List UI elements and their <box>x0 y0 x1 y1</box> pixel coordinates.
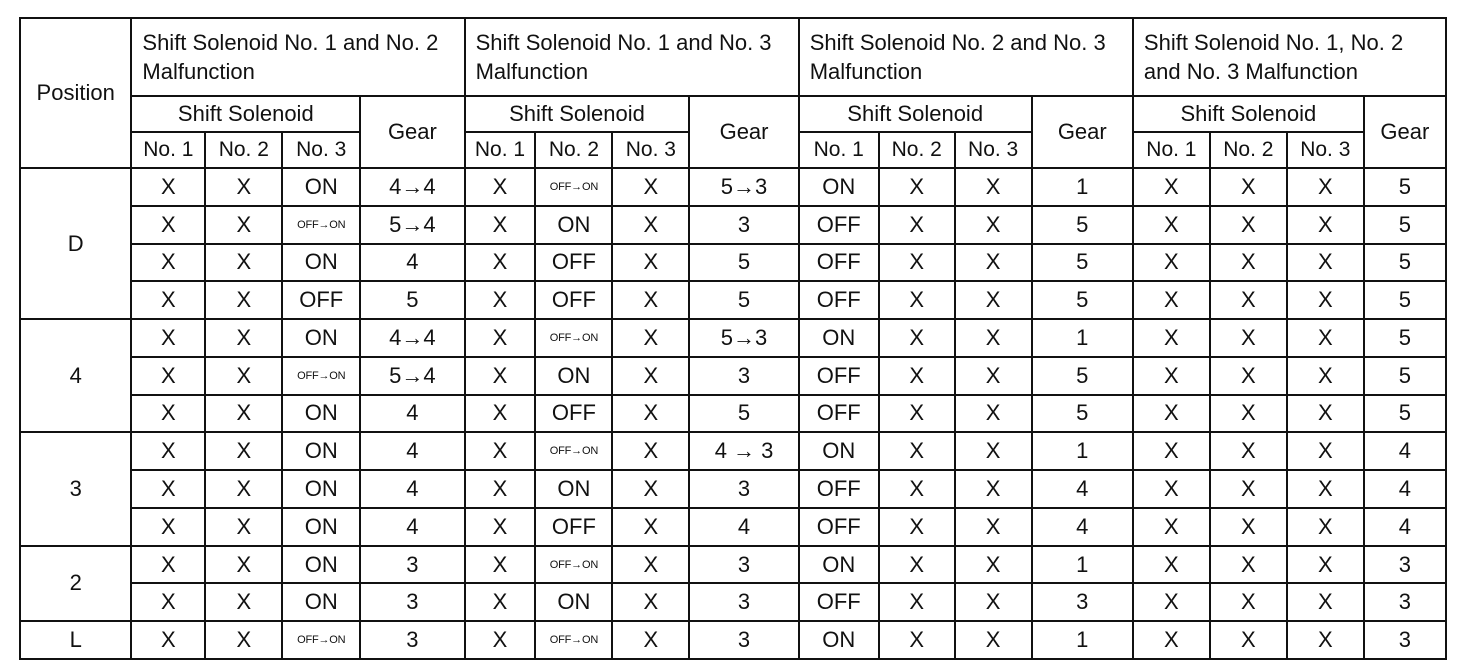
solenoid-state-cell: X <box>205 244 282 282</box>
solenoid-state-cell: X <box>131 319 205 357</box>
gear-cell: 3 <box>360 546 464 584</box>
solenoid-state-cell: OFF <box>282 281 360 319</box>
solenoid-state-cell: X <box>612 508 689 546</box>
solenoid-state-cell: X <box>1210 206 1287 244</box>
gear-cell: 1 <box>1032 168 1133 206</box>
gear-cell: 5→4 <box>360 357 464 395</box>
solenoid-state-cell: X <box>1210 583 1287 621</box>
gear-cell: 4 <box>360 508 464 546</box>
solenoid-state-cell: X <box>1287 583 1364 621</box>
solenoid-state-cell: ON <box>799 546 879 584</box>
solenoid-state-cell: X <box>612 395 689 433</box>
solenoid-state-cell: X <box>1133 546 1210 584</box>
header-row-subgroups <box>20 96 1446 132</box>
solenoid-state-cell: X <box>612 168 689 206</box>
shift-solenoid-header: Shift Solenoid <box>1133 96 1364 132</box>
solenoid-state-cell: ON <box>535 470 612 508</box>
solenoid-state-cell: X <box>879 583 955 621</box>
gear-cell: 3 <box>360 621 464 659</box>
gear-cell: 5 <box>1032 395 1133 433</box>
solenoid-state-cell: X <box>131 432 205 470</box>
solenoid-number-header: No. 3 <box>1287 132 1364 168</box>
solenoid-state-cell: OFF <box>799 357 879 395</box>
solenoid-state-cell: X <box>879 206 955 244</box>
group-header-1-2: Shift Solenoid No. 1 and No. 2 Malfunction <box>131 18 464 96</box>
solenoid-number-header: No. 3 <box>282 132 360 168</box>
solenoid-state-cell: X <box>465 583 536 621</box>
solenoid-state-cell: X <box>1287 168 1364 206</box>
solenoid-state-cell: X <box>1210 357 1287 395</box>
solenoid-number-header: No. 2 <box>535 132 612 168</box>
solenoid-state-cell: X <box>205 357 282 395</box>
solenoid-state-cell: ON <box>282 395 360 433</box>
solenoid-state-cell: ON <box>282 244 360 282</box>
gear-cell: 5 <box>1032 206 1133 244</box>
solenoid-state-cell: X <box>205 281 282 319</box>
position-cell: 2 <box>20 546 131 622</box>
table-row <box>20 508 1446 546</box>
solenoid-state-cell: ON <box>282 432 360 470</box>
solenoid-state-cell: X <box>955 508 1032 546</box>
shift-solenoid-header: Shift Solenoid <box>131 96 360 132</box>
solenoid-state-cell: X <box>1287 621 1364 659</box>
solenoid-state-cell: OFF <box>799 583 879 621</box>
solenoid-state-cell: X <box>879 432 955 470</box>
solenoid-state-cell: X <box>1210 470 1287 508</box>
solenoid-number-header: No. 2 <box>205 132 282 168</box>
solenoid-state-cell: X <box>205 470 282 508</box>
solenoid-state-cell: X <box>465 546 536 584</box>
shift-solenoid-header: Shift Solenoid <box>799 96 1032 132</box>
solenoid-state-cell: X <box>1287 432 1364 470</box>
solenoid-state-cell: ON <box>535 357 612 395</box>
solenoid-state-cell: X <box>131 546 205 584</box>
solenoid-state-cell: X <box>1210 168 1287 206</box>
solenoid-state-cell: X <box>131 168 205 206</box>
solenoid-state-cell: X <box>1287 357 1364 395</box>
solenoid-state-cell: X <box>1133 206 1210 244</box>
solenoid-state-cell: X <box>465 357 536 395</box>
solenoid-state-cell: X <box>1210 546 1287 584</box>
solenoid-state-cell: OFF <box>799 470 879 508</box>
gear-cell: 5 <box>1364 357 1446 395</box>
solenoid-state-cell: X <box>612 546 689 584</box>
gear-cell: 5 <box>689 244 798 282</box>
gear-cell: 4 <box>1032 508 1133 546</box>
solenoid-state-cell: X <box>955 206 1032 244</box>
solenoid-state-cell: X <box>1287 508 1364 546</box>
solenoid-state-cell: X <box>612 319 689 357</box>
solenoid-state-cell: ON <box>799 432 879 470</box>
solenoid-state-cell: X <box>955 583 1032 621</box>
table-row <box>20 621 1446 659</box>
table-row <box>20 583 1446 621</box>
position-cell: 3 <box>20 432 131 545</box>
solenoid-state-cell: OFF <box>799 244 879 282</box>
solenoid-state-cell: X <box>131 357 205 395</box>
solenoid-state-cell: X <box>205 621 282 659</box>
solenoid-state-cell: X <box>131 508 205 546</box>
solenoid-state-cell: X <box>1133 168 1210 206</box>
position-cell: D <box>20 168 131 319</box>
table-body <box>20 168 1446 659</box>
gear-cell: 3 <box>1364 546 1446 584</box>
solenoid-state-cell: OFF <box>799 395 879 433</box>
solenoid-state-cell: ON <box>282 546 360 584</box>
solenoid-state-cell: ON <box>282 319 360 357</box>
group-header-1-3: Shift Solenoid No. 1 and No. 3 Malfunction <box>465 18 799 96</box>
solenoid-state-cell: X <box>1210 395 1287 433</box>
gear-cell: 5→3 <box>689 168 798 206</box>
solenoid-state-cell: ON <box>282 470 360 508</box>
solenoid-state-cell: X <box>879 244 955 282</box>
gear-cell: 5 <box>1364 206 1446 244</box>
solenoid-state-cell: X <box>1133 395 1210 433</box>
gear-cell: 5 <box>689 395 798 433</box>
gear-cell: 5→3 <box>689 319 798 357</box>
solenoid-state-cell: X <box>612 357 689 395</box>
table-row <box>20 546 1446 584</box>
gear-cell: 5 <box>1032 357 1133 395</box>
solenoid-state-cell: X <box>1133 508 1210 546</box>
solenoid-state-cell: X <box>465 395 536 433</box>
solenoid-state-cell: OFF→ON <box>535 621 612 659</box>
gear-cell: 5 <box>1032 244 1133 282</box>
gear-cell: 4 <box>360 470 464 508</box>
solenoid-state-cell: X <box>1133 432 1210 470</box>
gear-cell: 4→4 <box>360 319 464 357</box>
gear-cell: 4 <box>1364 508 1446 546</box>
gear-cell: 1 <box>1032 546 1133 584</box>
solenoid-state-cell: X <box>131 281 205 319</box>
solenoid-state-cell: X <box>205 206 282 244</box>
solenoid-state-cell: X <box>612 583 689 621</box>
solenoid-state-cell: X <box>205 508 282 546</box>
solenoid-state-cell: X <box>955 281 1032 319</box>
gear-cell: 3 <box>689 206 798 244</box>
table-row <box>20 395 1446 433</box>
solenoid-state-cell: X <box>879 508 955 546</box>
gear-cell: 4 <box>360 432 464 470</box>
solenoid-state-cell: X <box>465 319 536 357</box>
solenoid-state-cell: X <box>612 621 689 659</box>
solenoid-state-cell: X <box>612 281 689 319</box>
header-row-groups <box>20 18 1446 96</box>
solenoid-state-cell: X <box>205 583 282 621</box>
gear-cell: 5 <box>360 281 464 319</box>
gear-cell: 5 <box>689 281 798 319</box>
solenoid-state-cell: X <box>955 546 1032 584</box>
solenoid-state-cell: OFF <box>535 395 612 433</box>
gear-cell: 4 <box>360 244 464 282</box>
gear-cell: 4 <box>1364 432 1446 470</box>
solenoid-state-cell: X <box>1133 319 1210 357</box>
solenoid-state-cell: X <box>612 432 689 470</box>
gear-header: Gear <box>1364 96 1446 168</box>
solenoid-state-cell: ON <box>282 583 360 621</box>
solenoid-state-cell: X <box>1287 319 1364 357</box>
solenoid-state-cell: X <box>205 546 282 584</box>
gear-cell: 1 <box>1032 432 1133 470</box>
solenoid-state-cell: X <box>465 508 536 546</box>
solenoid-state-cell: X <box>1133 281 1210 319</box>
gear-cell: 5 <box>1364 244 1446 282</box>
group-header-1-2-3: Shift Solenoid No. 1, No. 2 and No. 3 Malfunction <box>1133 18 1446 96</box>
solenoid-state-cell: X <box>205 319 282 357</box>
solenoid-state-cell: X <box>879 168 955 206</box>
solenoid-state-cell: X <box>1287 395 1364 433</box>
solenoid-state-cell: X <box>131 621 205 659</box>
solenoid-number-header: No. 3 <box>955 132 1032 168</box>
gear-cell: 3 <box>689 546 798 584</box>
solenoid-state-cell: X <box>955 432 1032 470</box>
solenoid-state-cell: ON <box>535 206 612 244</box>
solenoid-state-cell: X <box>1133 583 1210 621</box>
gear-header: Gear <box>360 96 464 168</box>
solenoid-state-cell: X <box>879 621 955 659</box>
group-header-2-3: Shift Solenoid No. 2 and No. 3 Malfunction <box>799 18 1133 96</box>
solenoid-state-cell: ON <box>282 168 360 206</box>
table-container <box>19 17 1447 660</box>
gear-cell: 5 <box>1364 319 1446 357</box>
solenoid-state-cell: X <box>1210 319 1287 357</box>
gear-cell: 4 → 3 <box>689 432 798 470</box>
solenoid-state-cell: X <box>131 583 205 621</box>
gear-cell: 5→4 <box>360 206 464 244</box>
solenoid-state-cell: OFF→ON <box>535 319 612 357</box>
gear-cell: 5 <box>1364 395 1446 433</box>
solenoid-state-cell: X <box>1287 281 1364 319</box>
gear-cell: 4→4 <box>360 168 464 206</box>
solenoid-state-cell: X <box>1287 206 1364 244</box>
gear-cell: 4 <box>689 508 798 546</box>
solenoid-number-header: No. 2 <box>879 132 955 168</box>
solenoid-state-cell: X <box>131 206 205 244</box>
gear-cell: 3 <box>689 357 798 395</box>
solenoid-state-cell: ON <box>535 583 612 621</box>
solenoid-number-header: No. 1 <box>131 132 205 168</box>
solenoid-state-cell: OFF→ON <box>535 546 612 584</box>
gear-cell: 3 <box>1364 621 1446 659</box>
gear-cell: 4 <box>1364 470 1446 508</box>
solenoid-state-cell: X <box>879 470 955 508</box>
solenoid-state-cell: X <box>879 357 955 395</box>
solenoid-state-cell: X <box>1210 432 1287 470</box>
position-header: Position <box>20 18 131 168</box>
solenoid-state-cell: X <box>955 621 1032 659</box>
table-row <box>20 206 1446 244</box>
solenoid-state-cell: OFF <box>799 508 879 546</box>
solenoid-state-cell: OFF→ON <box>282 621 360 659</box>
solenoid-state-cell: X <box>465 244 536 282</box>
gear-cell: 3 <box>1364 583 1446 621</box>
solenoid-state-cell: OFF <box>535 508 612 546</box>
solenoid-state-cell: ON <box>799 319 879 357</box>
solenoid-number-header: No. 1 <box>1133 132 1210 168</box>
solenoid-state-cell: X <box>612 206 689 244</box>
solenoid-state-cell: X <box>465 432 536 470</box>
solenoid-number-header: No. 1 <box>799 132 879 168</box>
solenoid-state-cell: OFF <box>799 281 879 319</box>
gear-cell: 5 <box>1364 281 1446 319</box>
table-row <box>20 470 1446 508</box>
solenoid-state-cell: OFF <box>535 281 612 319</box>
solenoid-number-header: No. 1 <box>465 132 536 168</box>
table-row <box>20 244 1446 282</box>
gear-cell: 5 <box>1032 281 1133 319</box>
solenoid-state-cell: OFF <box>799 206 879 244</box>
gear-header: Gear <box>1032 96 1133 168</box>
solenoid-state-cell: X <box>131 244 205 282</box>
position-cell: L <box>20 621 131 659</box>
solenoid-state-cell: X <box>879 395 955 433</box>
shift-solenoid-header: Shift Solenoid <box>465 96 690 132</box>
table-row <box>20 168 1446 206</box>
solenoid-state-cell: X <box>1287 470 1364 508</box>
solenoid-state-cell: X <box>1287 244 1364 282</box>
solenoid-state-cell: X <box>612 244 689 282</box>
solenoid-state-cell: X <box>1287 546 1364 584</box>
solenoid-state-cell: X <box>465 470 536 508</box>
solenoid-state-cell: X <box>1210 621 1287 659</box>
gear-cell: 3 <box>689 470 798 508</box>
solenoid-state-cell: X <box>465 168 536 206</box>
solenoid-state-cell: X <box>879 546 955 584</box>
solenoid-state-cell: OFF <box>535 244 612 282</box>
gear-cell: 1 <box>1032 621 1133 659</box>
gear-cell: 3 <box>689 583 798 621</box>
gear-cell: 3 <box>689 621 798 659</box>
solenoid-state-cell: OFF→ON <box>535 168 612 206</box>
gear-cell: 3 <box>1032 583 1133 621</box>
solenoid-state-cell: X <box>131 470 205 508</box>
solenoid-state-cell: X <box>955 470 1032 508</box>
position-cell: 4 <box>20 319 131 432</box>
solenoid-state-cell: X <box>1133 244 1210 282</box>
solenoid-state-cell: X <box>1210 508 1287 546</box>
solenoid-state-cell: X <box>465 206 536 244</box>
solenoid-state-cell: X <box>955 395 1032 433</box>
table-row <box>20 432 1446 470</box>
solenoid-state-cell: OFF→ON <box>282 357 360 395</box>
solenoid-state-cell: X <box>1133 357 1210 395</box>
solenoid-state-cell: ON <box>799 621 879 659</box>
gear-cell: 1 <box>1032 319 1133 357</box>
table-row <box>20 281 1446 319</box>
solenoid-state-cell: X <box>612 470 689 508</box>
solenoid-state-cell: X <box>879 281 955 319</box>
solenoid-state-cell: ON <box>799 168 879 206</box>
solenoid-state-cell: OFF→ON <box>282 206 360 244</box>
solenoid-state-cell: X <box>1133 621 1210 659</box>
solenoid-state-cell: X <box>465 281 536 319</box>
solenoid-state-cell: OFF→ON <box>535 432 612 470</box>
gear-cell: 5 <box>1364 168 1446 206</box>
solenoid-state-cell: X <box>205 395 282 433</box>
solenoid-malfunction-table <box>19 17 1447 660</box>
solenoid-state-cell: X <box>955 357 1032 395</box>
solenoid-state-cell: X <box>1133 470 1210 508</box>
solenoid-state-cell: X <box>955 244 1032 282</box>
solenoid-number-header: No. 3 <box>612 132 689 168</box>
solenoid-state-cell: X <box>955 319 1032 357</box>
solenoid-state-cell: X <box>1210 281 1287 319</box>
solenoid-number-header: No. 2 <box>1210 132 1287 168</box>
solenoid-state-cell: X <box>955 168 1032 206</box>
solenoid-state-cell: X <box>879 319 955 357</box>
gear-header: Gear <box>689 96 798 168</box>
table-row <box>20 319 1446 357</box>
solenoid-state-cell: X <box>465 621 536 659</box>
gear-cell: 4 <box>1032 470 1133 508</box>
gear-cell: 3 <box>360 583 464 621</box>
gear-cell: 4 <box>360 395 464 433</box>
solenoid-state-cell: X <box>1210 244 1287 282</box>
solenoid-state-cell: X <box>205 168 282 206</box>
solenoid-state-cell: X <box>131 395 205 433</box>
solenoid-state-cell: X <box>205 432 282 470</box>
solenoid-state-cell: ON <box>282 508 360 546</box>
table-row <box>20 357 1446 395</box>
